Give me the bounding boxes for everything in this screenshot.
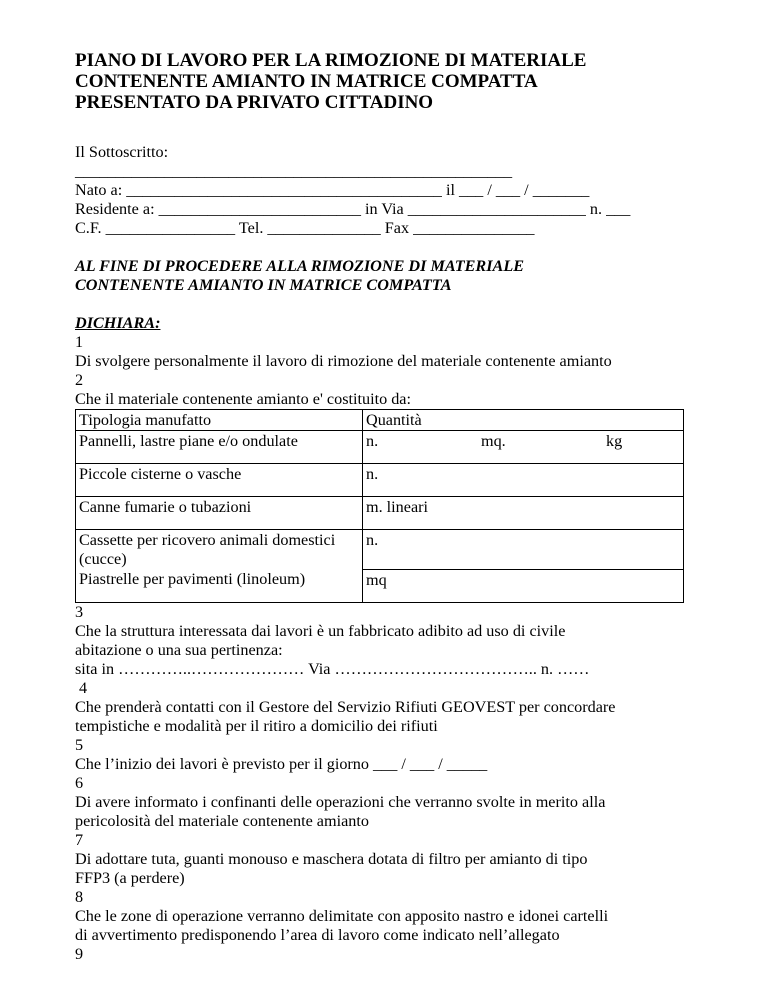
item-text-6b: pericolosità del materiale contenente amianto <box>75 811 369 830</box>
table-row <box>76 497 684 530</box>
table-row <box>76 464 684 497</box>
quantity-kg: kg <box>606 432 623 450</box>
item-text-7b: FFP3 (a perdere) <box>75 868 185 887</box>
quantity-mq: mq. <box>481 432 506 450</box>
row-quantity: n. <box>363 530 684 570</box>
row-quantity: mq <box>363 569 684 602</box>
purpose-line-2: CONTENENTE AMIANTO IN MATRICE COMPATTA <box>75 276 452 294</box>
row-quantity: m. lineari <box>363 497 684 530</box>
cf-line: C.F. ________________ Tel. ______________ Fax _______________ <box>75 219 535 237</box>
item-number-7: 7 <box>75 830 84 849</box>
item-text-1: Di svolgere personalmente il lavoro di rimozione del materiale contenente amianto <box>75 352 612 370</box>
item-text-5: Che l’inizio dei lavori è previsto per il giorno ___ / ___ / _____ <box>75 754 488 773</box>
nato-line: Nato a: _______________________________________ il ___ / ___ / _______ <box>75 181 590 199</box>
dichiara-heading: DICHIARA: <box>75 314 161 332</box>
table-row <box>76 530 684 570</box>
item-text-8a: Che le zone di operazione verranno delimitate con apposito nastro e idonei cartelli <box>75 906 609 925</box>
header-quantita: Quantità <box>363 410 684 431</box>
table-header-row <box>76 410 684 431</box>
residente-line: Residente a: _________________________ in Via ______________________ n. ___ <box>75 200 631 218</box>
item-text-4b: tempistiche e modalità per il ritiro a domicilio dei rifiuti <box>75 716 438 735</box>
title-line-2: CONTENENTE AMIANTO IN MATRICE COMPATTA <box>75 71 538 92</box>
item-number-9: 9 <box>75 944 84 963</box>
item-number-2: 2 <box>75 371 84 389</box>
document-title <box>75 50 688 113</box>
title-line-1: PIANO DI LAVORO PER LA RIMOZIONE DI MATERIALE <box>75 50 587 71</box>
row-name: Piastrelle per pavimenti (linoleum) <box>76 569 363 602</box>
item-text-7a: Di adottare tuta, guanti monouso e maschera dotata di filtro per amianto di tipo <box>75 849 588 868</box>
item-number-8: 8 <box>75 887 84 906</box>
row-name: Pannelli, lastre piane e/o ondulate <box>76 431 363 464</box>
header-tipologia: Tipologia manufatto <box>76 410 363 431</box>
item-number-3: 3 <box>75 602 84 621</box>
item-text-8b: di avvertimento predisponendo l’area di lavoro come indicato nell’allegato <box>75 925 560 944</box>
row-name: Piccole cisterne o vasche <box>76 464 363 497</box>
item-number-6: 6 <box>75 773 84 792</box>
item-text-3a: Che la struttura interessata dai lavori è un fabbricato adibito ad uso di civile <box>75 621 566 640</box>
sottoscritto-label: Il Sottoscritto: <box>75 143 169 161</box>
quantity-n: n. <box>366 432 379 450</box>
item-text-4a: Che prenderà contatti con il Gestore del Servizio Rifiuti GEOVEST per concordare <box>75 697 616 716</box>
row-quantity: n. <box>363 464 684 497</box>
row-quantity <box>363 431 684 464</box>
purpose-line-1: AL FINE DI PROCEDERE ALLA RIMOZIONE DI MATERIALE <box>75 257 525 275</box>
row-name: Canne fumarie o tubazioni <box>76 497 363 530</box>
row-name: Cassette per ricovero animali domestici (cucce) <box>76 530 363 570</box>
table-row <box>76 569 684 602</box>
item-number-1: 1 <box>75 333 84 351</box>
item-text-6a: Di avere informato i confinanti delle operazioni che verranno svolte in merito alla <box>75 792 606 811</box>
item-text-2: Che il materiale contenente amianto e' costituito da: <box>75 390 411 408</box>
item-number-5: 5 <box>75 735 84 754</box>
item-text-3c: sita in …………..………………… Via ……………………………….. n. …… <box>75 659 590 678</box>
sottoscritto-blank: ______________________________________________________ <box>75 162 513 180</box>
materials-table <box>75 409 684 603</box>
table-row <box>76 431 684 464</box>
item-number-4: 4 <box>75 678 88 697</box>
item-text-3b: abitazione o una sua pertinenza: <box>75 640 283 659</box>
title-line-3: PRESENTATO DA PRIVATO CITTADINO <box>75 92 434 113</box>
